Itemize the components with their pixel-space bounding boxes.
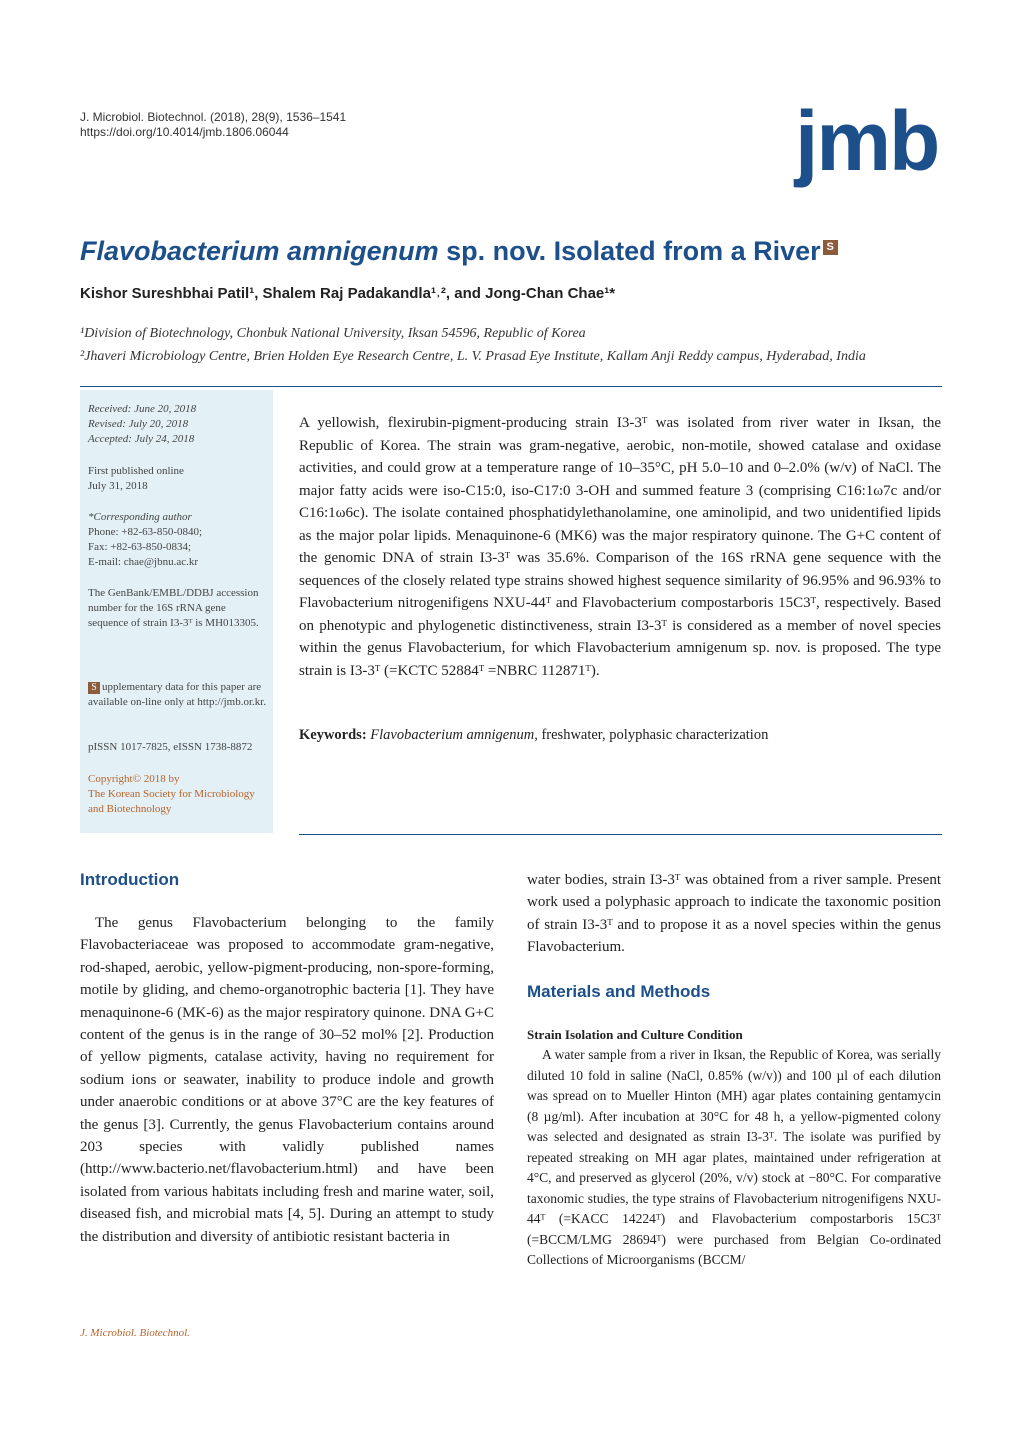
journal-logo: jmb — [795, 94, 939, 188]
keywords-species: Flavobacterium amnigenum — [366, 727, 535, 743]
journal-reference — [80, 110, 346, 140]
introduction-continued: water bodies, strain I3-3ᵀ was obtained from a river sample. Present work used a polyphasic approach to indicate the taxonomic position of strain I3-3ᵀ and to propose it as a novel species within the genus Flavobacterium. — [527, 872, 941, 956]
genbank-note: The GenBank/EMBL/DDBJ accession number for the 16S rRNA gene sequence of strain I3-3ᵀ is MH013305. — [88, 587, 259, 629]
introduction-paragraph: The genus Flavobacterium belonging to the family Flavobacteriaceae was proposed to accommodate gram-negative, rod-shaped, aerobic, yellow-pigment-producing, non-spore-forming, motile by gliding, and chemo-organotrophic bacteria [1]. They have menaquinone-6 (MK-6) as the major respiratory quinone. DNA G+C content of the genus is in the range of 30–52 mol% [2]. Production of yellow pigments, catalase activity, having no requirement for sodium ions or seawater, inability to produce indole and growth under anaerobic conditions or at above 37°C are the key features of the genus [3]. Currently, the genus Flavobacterium contains around 203 species with validly published names (http://www.bacterio.net/flavobacterium.html) and have been isolated from various habitats including fresh and marine water, soil, diseased fish, and microbial mats [4, 5]. During an attempt to study the distribution and diversity of antibiotic resistant bacteria in — [80, 915, 494, 1245]
methods-subheading: Strain Isolation and Culture Condition — [527, 1027, 743, 1042]
first-published-label: First published online — [88, 465, 184, 477]
copyright-line-1: Copyright© 2018 by — [88, 773, 180, 785]
first-published — [88, 464, 268, 494]
supplementary-note — [88, 680, 268, 710]
supplementary-s-icon: S — [88, 682, 100, 694]
doi-link[interactable]: https://doi.org/10.4014/jmb.1806.06044 — [80, 125, 289, 139]
title-rest: sp. nov. Isolated from a River — [438, 236, 821, 266]
issn: pISSN 1017-7825, eISSN 1738-8872 — [88, 741, 253, 753]
history-dates — [88, 402, 268, 447]
journal-citation: J. Microbiol. Biotechnol. (2018), 28(9), 1536–1541 — [80, 110, 347, 124]
affiliation-1: ¹Division of Biotechnology, Chonbuk National University, Iksan 54596, Republic of Korea — [80, 326, 586, 341]
title-species: Flavobacterium amnigenum — [80, 236, 439, 266]
affiliation-2: ²Jhaveri Microbiology Centre, Brien Holden Eye Research Centre, L. V. Prasad Eye Institute, Kallam Anji Reddy campus, Hyderabad, India — [80, 349, 866, 364]
copyright — [88, 772, 268, 817]
copyright-line-3: and Biotechnology — [88, 803, 172, 815]
author-list: Kishor Sureshbhai Patil¹, Shalem Raj Padakandla¹˒², and Jong-Chan Chae¹* — [80, 285, 616, 302]
page-footer: J. Microbiol. Biotechnol. — [80, 1327, 190, 1339]
email-link[interactable]: E-mail: chae@jbnu.ac.kr — [88, 556, 198, 568]
first-published-date: July 31, 2018 — [88, 480, 148, 492]
article-title — [80, 236, 838, 267]
phone: Phone: +82-63-850-0840; — [88, 526, 203, 538]
received-date: Received: June 20, 2018 — [88, 403, 197, 415]
supplementary-text: upplementary data for this paper are available on-line only at http://jmb.or.kr. — [88, 681, 267, 708]
methods-heading: Materials and Methods — [527, 982, 711, 1001]
corresponding-label: *Corresponding author — [88, 511, 192, 523]
introduction-heading: Introduction — [80, 870, 180, 889]
accepted-date: Accepted: July 24, 2018 — [88, 433, 195, 445]
keywords-label: Keywords: — [299, 727, 367, 743]
abstract-divider — [299, 834, 942, 835]
abstract-text: A yellowish, flexirubin-pigment-producing strain I3-3ᵀ was isolated from river water in Iksan, the Republic of Korea. The strain was gram-negative, aerobic, non-motile, showed catalase and oxidase activities, and could grow at a temperature range of 10–35°C, pH 5.0–10 and 0–2.0% (w/v) of NaCl. The major fatty acids were iso-C15:0, iso-C17:0 3-OH and summed feature 3 (comprising C16:1ω7c and/or C16:1ω6c). The isolate contained phosphatidylethanolamine, one aminolipid, and two unidentified lipids as the major polar lipids. Menaquinone-6 (MK6) was the major respiratory quinone. The G+C content of the genomic DNA of strain I3-3ᵀ was 35.6%. Comparison of the 16S rRNA gene sequence with the sequences of the closely related type strains showed highest sequence similarity of 96.95% and 96.93% to Flavobacterium nitrogenifigens NXU-44ᵀ and Flavobacterium compostarboris 15C3ᵀ, respectively. Based on phenotypic and phylogenetic distinctiveness, strain I3-3ᵀ is considered as a member of novel species within the genus Flavobacterium, for which Flavobacterium amnigenum sp. nov. is proposed. The type strain is I3-3ᵀ (=KCTC 52884ᵀ =NBRC 112871ᵀ). — [299, 415, 941, 679]
supplementary-badge-icon[interactable]: S — [823, 240, 838, 255]
keywords — [299, 727, 768, 744]
fax: Fax: +82-63-850-0834; — [88, 541, 192, 553]
methods-paragraph: A water sample from a river in Iksan, the Republic of Korea, was serially diluted 10 fold in saline (NaCl, 0.85% (w/v)) and 100 µl of each dilution was spread on to Mueller Hinton (MH) agar plates containing gentamycin (8 µg/ml). After incubation at 30°C for 48 h, a yellow-pigmented colony was selected and designated as strain I3-3ᵀ. The isolate was purified by repeated streaking on MH agar plates, maintained under refrigeration at 4°C, and preserved as glycerol (20%, v/v) stock at −80°C. For comparative taxonomic studies, the type strains of Flavobacterium nitrogenifigens NXU-44ᵀ (=KACC 14224ᵀ) and Flavobacterium compostarboris 15C3ᵀ (=BCCM/LMG 28694ᵀ) were purchased from Belgian Co-ordinated Collections of Microorganisms (BCCM/ — [527, 1047, 941, 1267]
corresponding-author — [88, 510, 268, 570]
copyright-line-2: The Korean Society for Microbiology — [88, 788, 255, 800]
keywords-rest: , freshwater, polyphasic characterization — [534, 727, 769, 743]
header-divider — [80, 386, 942, 387]
revised-date: Revised: July 20, 2018 — [88, 418, 189, 430]
